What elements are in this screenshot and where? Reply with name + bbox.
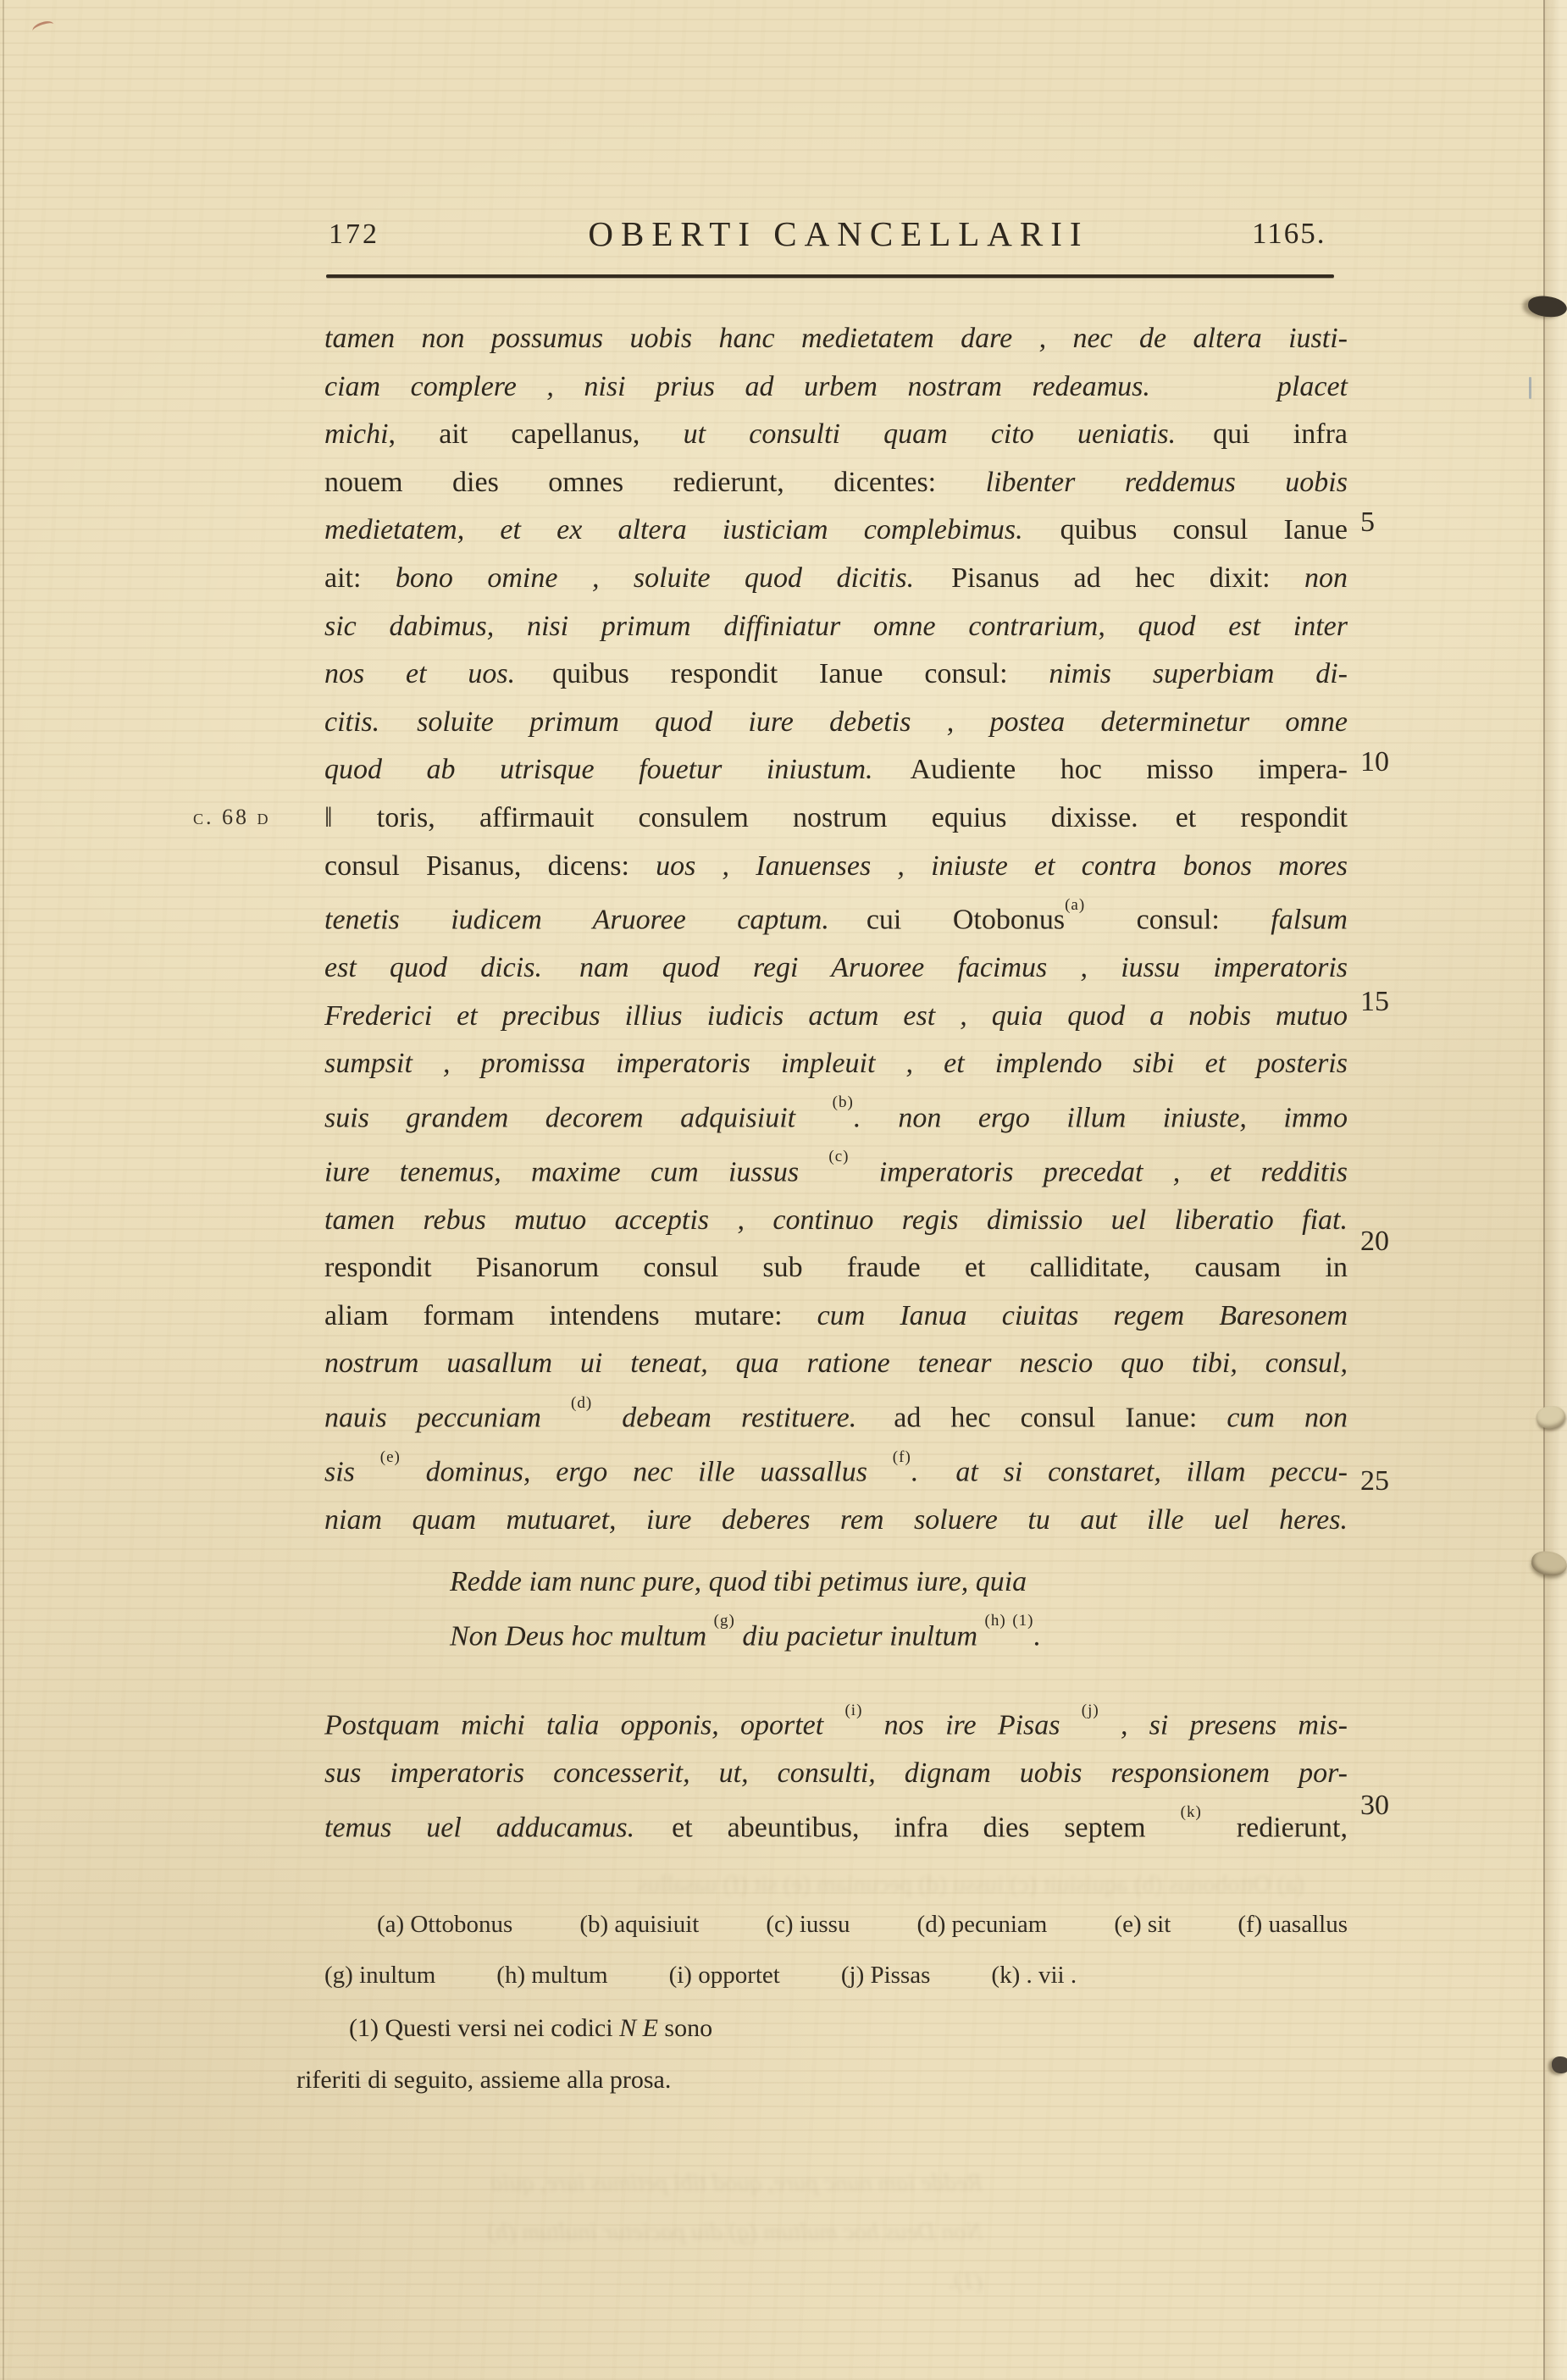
text-line [324,1197,1348,1245]
text-line [324,944,1348,993]
text-segment: sumpsit , promissa imperatoris impleuit , et implendo sibi et posteris [324,1048,1348,1080]
apparatus-entry: (c) iussu [766,1911,850,1938]
apparatus-reference-mark: (a) [1065,895,1086,914]
text-segment: et respondit [1175,801,1348,833]
running-title: OBERTI CANCELLARII [588,214,1089,253]
header-year: 1165. [1252,217,1326,250]
margin-folio-note: c. 68 d [193,805,271,829]
text-line [324,1244,1348,1292]
text-segment: quibus respondit Ianue consul: [552,658,1049,690]
text-segment: Frederici et precibus illius iudicis actum est , quia quod a nobis mutuo [324,999,1348,1032]
text-segment: redierunt, [1201,1811,1348,1843]
bleed-through-apparatus: (a) Ottobonus (b) aquisiuit (c) iussu (d) pecuniam (e) sit (f) uasallus [638,1871,1304,1898]
footnote [296,2002,872,2106]
text-segment: ut consulti quam cito ueniatis. [683,418,1177,451]
apparatus-entry: (i) opportet [668,1962,780,1989]
text-line [324,699,1348,747]
text-segment: sono [657,2014,713,2042]
line-number-5: 5 [1360,506,1375,538]
apparatus-reference-mark: (1) [1012,1612,1034,1630]
body-text [324,315,1348,1544]
text-segment: iure tenemus, maxime cum iussus [324,1156,829,1188]
line-number-30: 30 [1360,1790,1389,1821]
text-segment: ‖ toris, affirmauit consulem nostrum equius dixisse. [324,801,1138,833]
apparatus-entry: (e) sit [1114,1911,1171,1938]
apparatus-entry: (b) aquisiuit [579,1911,700,1938]
text-line [324,411,1348,459]
text-segment: (1) Questi versi nei codici [349,2014,620,2042]
text-segment: cum non [1226,1402,1348,1434]
text-segment: citis. [324,706,380,738]
apparatus-entry: (f) uasallus [1238,1911,1348,1938]
text-line [324,650,1348,699]
text-line [324,555,1348,603]
apparatus-entry: (h) multum [496,1962,608,1989]
apparatus-reference-mark: (d) [571,1393,593,1412]
text-segment: niam quam mutuaret, iure deberes rem soluere tu aut ille uel heres. [324,1503,1348,1536]
text-segment: Pisanus ad hec dixit: [951,562,1305,594]
text-segment: respondit Pisanorum consul sub fraude et calliditate, causam in [324,1252,1348,1284]
text-segment: Redde iam nunc pure, quod tibi petimus iure, quia [450,1566,1027,1597]
closing-paragraph [324,1696,1348,1851]
text-line [324,1088,1348,1143]
text-line [324,890,1348,944]
text-line [324,1040,1348,1088]
text-segment: consul: [1085,904,1271,936]
text-line [324,1388,1348,1442]
text-segment: aliam formam intendens mutare: [324,1299,817,1331]
text-line [324,603,1348,651]
text-segment: ciam complere , nisi prius ad urbem nostram redeamus. [324,370,1150,402]
text-segment: at si constaret, illam peccu- [955,1456,1348,1488]
apparatus-entry: (g) inultum [324,1962,436,1989]
text-segment: tamen non possumus uobis hanc medietatem dare , nec de altera iusti- [324,323,1348,354]
text-segment: tamen rebus mutuo acceptis , continuo regis dimissio uel liberatio fiat. [324,1204,1348,1236]
bleed-through-line: Non Deus hoc multum (g) diu pacietur inultum (h)(1). [487,2218,983,2294]
binding-stitch-bottom [1552,2056,1567,2073]
bleed-through-verse [457,2158,983,2305]
text-segment: nam quod regi Aruoree facimus , iussu imperatoris [579,952,1348,984]
text-segment: quod ab utrisque fouetur iniustum. [324,754,873,786]
apparatus-entry: (d) pecuniam [916,1911,1048,1938]
text-line [324,794,1348,843]
apparatus-reference-mark: (c) [828,1148,850,1166]
text-line [296,2002,872,2054]
apparatus-reference-mark: (e) [379,1447,401,1466]
text-segment: dominus, ergo nec ille uassallus [400,1456,893,1488]
page-left-edge [3,0,4,2380]
text-line [324,1292,1348,1341]
text-line [324,1798,1348,1852]
text-segment: placet [1276,370,1348,402]
apparatus-entry: (k) . vii . [991,1962,1077,1989]
text-line [324,993,1348,1041]
text-segment: sis [324,1456,380,1488]
text-segment: . [1033,1619,1042,1652]
page-number: 172 [329,219,379,250]
apparatus-reference-mark: (f) [892,1447,911,1466]
text-segment: libenter reddemus uobis [985,466,1348,498]
apparatus-row-2 [324,1950,1348,2001]
text-line [324,1340,1348,1388]
text-line [324,459,1348,507]
text-segment: nauis peccuniam [324,1402,571,1434]
text-segment: Non Deus hoc multum [450,1619,714,1652]
apparatus-entry: (j) Pissas [840,1962,931,1989]
text-segment: temus uel adducamus. [324,1811,635,1843]
page-gutter-edge [1543,0,1567,2380]
text-segment: et abeuntibus, infra dies septem [672,1811,1181,1843]
text-segment: nos ire Pisas [862,1709,1082,1741]
text-segment: non ergo illum iniuste, immo [898,1102,1348,1134]
apparatus-reference-mark: (k) [1180,1803,1202,1822]
text-segment: N E [619,2014,658,2042]
text-segment: imperatoris precedat , et redditis [849,1156,1348,1188]
apparatus-reference-mark: (b) [832,1093,854,1112]
text-segment: non [1304,562,1348,594]
line-number-25: 25 [1360,1465,1389,1497]
text-segment: falsum [1271,904,1348,936]
text-line [450,1558,1473,1607]
text-segment: nouem dies omnes redierunt, dicentes: [324,466,986,498]
text-segment: tenetis iudicem Aruoree captum. [324,904,829,936]
text-segment: nos et uos. [324,658,516,690]
text-line [324,1442,1348,1497]
text-segment: cui Otobonus [866,904,1066,936]
text-line [324,843,1348,891]
verse-couplet [324,1558,1473,1661]
text-segment: medietatem, et ex altera iusticiam complebimus. [324,514,1023,546]
text-line [324,1497,1348,1545]
text-line [324,506,1348,555]
text-segment: ait: [324,562,396,594]
apparatus-reference-mark: (g) [713,1612,735,1630]
text-segment: cum Ianua ciuitas regem Baresonem [817,1299,1348,1331]
text-segment: , si presens mis- [1099,1709,1348,1741]
text-segment: , ait capellanus, [388,418,684,451]
text-segment: qui infra [1213,418,1348,451]
text-segment: bono omine , soluite quod dicitis. [395,562,915,594]
line-number-20: 20 [1360,1226,1389,1257]
text-segment: . [911,1456,919,1488]
text-line [296,2054,872,2106]
apparatus-reference-mark: (i) [844,1701,863,1719]
text-segment: Postquam michi talia opponis, oportet [324,1709,845,1741]
text-line [324,1143,1348,1197]
text-line [324,1696,1348,1750]
text-line [324,363,1348,412]
text-line [324,315,1348,363]
text-segment: michi [324,418,389,451]
text-segment: nimis superbiam di- [1049,658,1348,690]
text-segment: soluite primum quod iure debetis , postea determinetur omne [417,706,1348,738]
text-segment: ad hec consul Ianue: [894,1402,1227,1434]
text-segment: riferiti di seguito, assieme alla prosa. [296,2066,672,2094]
text-segment: . [853,1102,861,1134]
text-segment: debeam restituere. [592,1402,857,1434]
text-segment: diu pacietur inultum [734,1619,985,1652]
text-segment: uos , Ianuenses , iniuste et contra bonos mores [656,850,1348,882]
apparatus-entry: (a) Ottobonus [377,1911,513,1938]
critical-apparatus [324,1899,1348,2001]
header-rule [326,274,1334,278]
text-line [450,1607,1473,1661]
apparatus-reference-mark: (h) [984,1612,1006,1630]
bleed-through-line: Redde iam nunc pure, quod tibi petimus iure, quia [490,2169,983,2196]
text-segment: suis grandem decorem adquisiuit [324,1102,833,1134]
text-segment: quibus consul Ianue [1060,514,1348,546]
text-line [324,746,1348,794]
line-number-15: 15 [1360,986,1389,1017]
text-segment: sus imperatoris concesserit, ut, consulti, dignam uobis responsionem por- [324,1757,1348,1789]
apparatus-reference-mark: (j) [1081,1701,1099,1719]
ink-speck [1529,377,1531,399]
text-segment: nostrum uasallum ui teneat, qua ratione tenear nescio quo tibi, consul, [324,1348,1348,1380]
text-line [324,1750,1348,1798]
text-segment: est quod dicis. [324,952,542,984]
text-segment: sic dabimus, nisi primum diffiniatur omne contrarium, quod est inter [324,610,1348,642]
text-segment: consul Pisanus, dicens: [324,850,656,882]
line-number-10: 10 [1360,746,1389,778]
text-segment: Audiente hoc misso impera- [910,754,1348,786]
